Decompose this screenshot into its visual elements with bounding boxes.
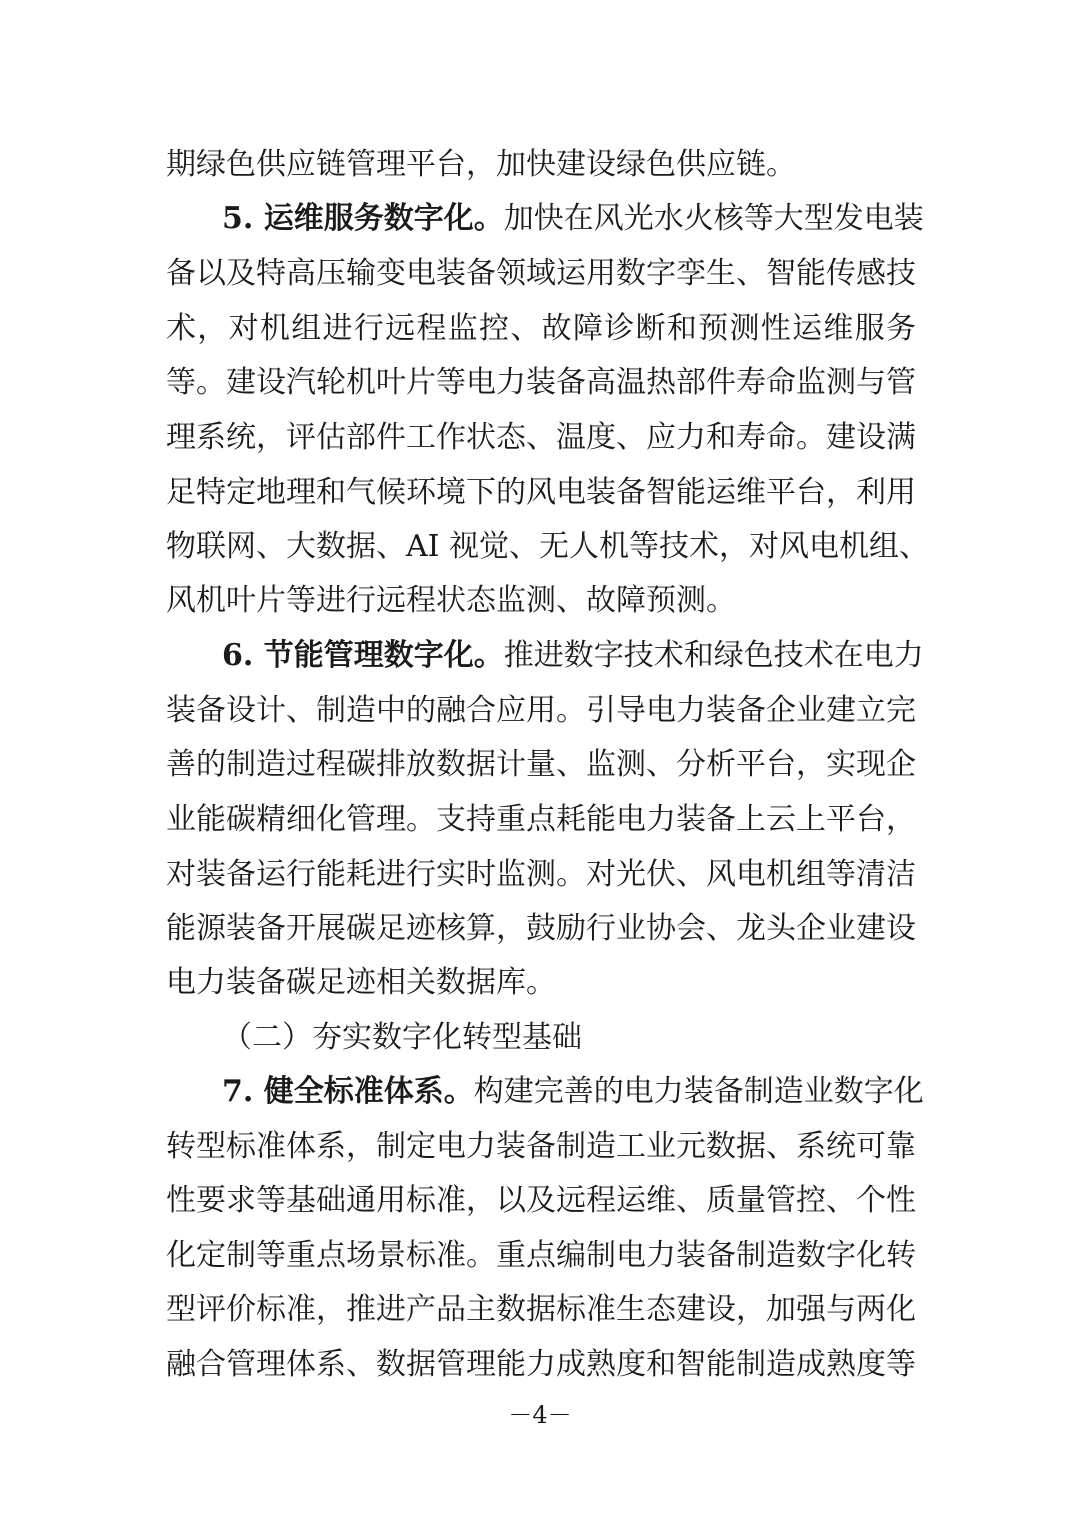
text-line: 对装备运行能耗进行实时监测。对光伏、风电机组等清洁 — [166, 857, 916, 892]
paragraph-item-7-first-line — [222, 1072, 924, 1112]
text-line: 风机叶片等进行远程状态监测、故障预测。 — [166, 583, 736, 618]
text-line: 能源装备开展碳足迹核算，鼓励行业协会、龙头企业建设 — [166, 911, 916, 946]
text-line: 性要求等基础通用标准，以及远程运维、质量管控、个性 — [166, 1183, 916, 1218]
item-6-heading: 6. 节能管理数字化。 — [222, 638, 504, 673]
item-7-text: 构建完善的电力装备制造业数字化 — [473, 1074, 924, 1109]
text-line: 理系统，评估部件工作状态、温度、应力和寿命。建设满 — [166, 420, 916, 455]
item-5-text: 加快在风光水火核等大型发电装 — [503, 201, 924, 236]
text-line: 业能碳精细化管理。支持重点耗能电力装备上云上平台， — [166, 802, 916, 837]
paragraph-item-6-first-line — [222, 636, 924, 676]
text-line: 融合管理体系、数据管理能力成熟度和智能制造成熟度等 — [166, 1347, 916, 1382]
text-line: 备以及特高压输变电装备领域运用数字孪生、智能传感技 — [166, 256, 916, 291]
text-line: 型评价标准，推进产品主数据标准生态建设，加强与两化 — [166, 1292, 916, 1327]
item-7-heading: 7. 健全标准体系。 — [222, 1074, 474, 1109]
paragraph-item-5-first-line — [222, 199, 924, 239]
item-5-heading: 5. 运维服务数字化。 — [222, 201, 504, 236]
text-line: 等。建设汽轮机叶片等电力装备高温热部件寿命监测与管 — [166, 365, 916, 400]
item-6-text: 推进数字技术和绿色技术在电力 — [503, 638, 924, 673]
text-line: 期绿色供应链管理平台，加快建设绿色供应链。 — [166, 147, 796, 182]
text-line: 转型标准体系，制定电力装备制造工业元数据、系统可靠 — [166, 1129, 916, 1164]
text-line: 物联网、大数据、AI 视觉、无人机等技术，对风电机组、 — [166, 529, 930, 564]
text-line: 足特定地理和气候环境下的风电装备智能运维平台，利用 — [166, 475, 916, 510]
text-line: 善的制造过程碳排放数据计量、监测、分析平台，实现企 — [166, 747, 916, 782]
text-line: 化定制等重点场景标准。重点编制电力装备制造数字化转 — [166, 1238, 916, 1273]
text-line: 装备设计、制造中的融合应用。引导电力装备企业建立完 — [166, 693, 916, 728]
section-heading: （二）夯实数字化转型基础 — [222, 1020, 582, 1055]
page-number: －4－ — [508, 1401, 572, 1429]
text-line: 电力装备碳足迹相关数据库。 — [166, 965, 556, 1000]
text-line: 术，对机组进行远程监控、故障诊断和预测性运维服务 — [166, 311, 916, 346]
